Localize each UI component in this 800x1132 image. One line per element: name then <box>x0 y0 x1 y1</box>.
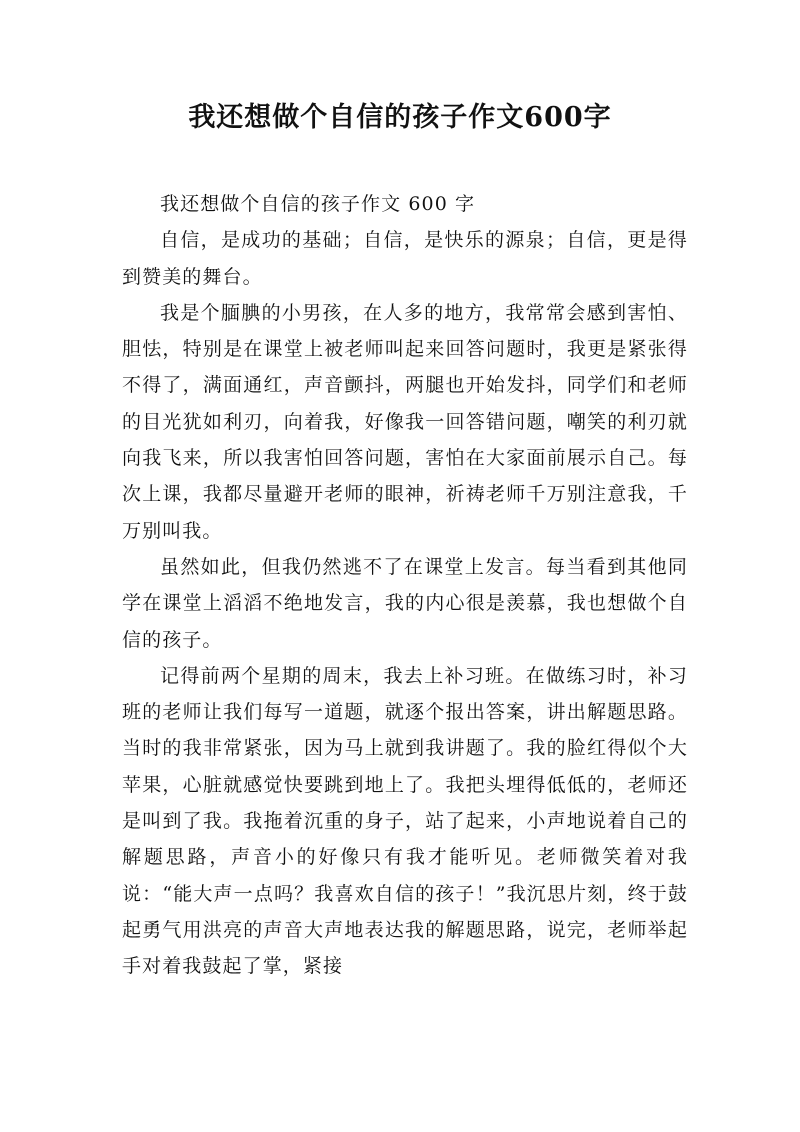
document-title: 我还想做个自信的孩子作文600字 <box>188 102 612 133</box>
paragraph-intro: 自信，是成功的基础；自信，是快乐的源泉；自信，更是得到赞美的舞台。 <box>122 229 688 288</box>
paragraph-envy: 虽然如此，但我仍然逃不了在课堂上发言。每当看到其他同学在课堂上滔滔不绝地发言，我的内心很是羡慕，我也想做个自信的孩子。 <box>122 555 688 651</box>
document-body <box>122 186 688 985</box>
paragraph-subtitle: 我还想做个自信的孩子作文 600 字 <box>160 193 476 215</box>
paragraph-tutoring: 记得前两个星期的周末，我去上补习班。在做练习时，补习班的老师让我们每写一道题，就逐个报出答案，讲出解题思路。当时的我非常紧张，因为马上就到我讲题了。我的脸红得似个大苹果，心脏就感觉快要跳到地上了。我把头埋得低低的，老师还是叫到了我。我拖着沉重的身子，站了起来，小声地说着自己的解题思路，声音小的好像只有我才能听见。老师微笑着对我说：“能大声一点吗？我喜欢自信的孩子！”我沉思片刻，终于鼓起勇气用洪亮的声音大声地表达我的解题思路，说完，老师举起手对着我鼓起了掌，紧接 <box>122 664 688 978</box>
paragraph-shy-boy: 我是个腼腆的小男孩，在人多的地方，我常常会感到害怕、胆怯，特别是在课堂上被老师叫起来回答问题时，我更是紧张得不得了，满面通红，声音颤抖，两腿也开始发抖，同学们和老师的目光犹如利刃，向着我，好像我一回答错问题，嘲笑的利刃就向我飞来，所以我害怕回答问题，害怕在大家面前展示自己。每次上课，我都尽量避开老师的眼神，祈祷老师千万别注意我，千万别叫我。 <box>122 301 688 542</box>
